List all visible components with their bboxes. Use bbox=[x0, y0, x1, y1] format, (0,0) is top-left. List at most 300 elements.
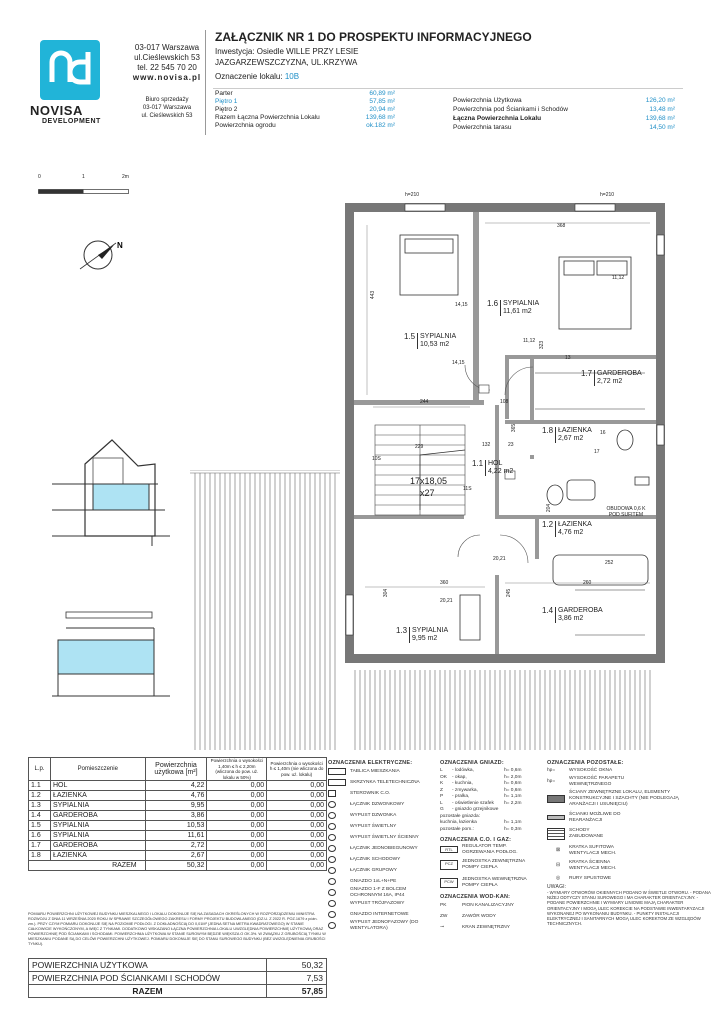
summary-label: POWIERZCHNIA POD ŚCIANKAMI I SCHODÓW bbox=[29, 972, 267, 985]
area-value: 139,68 m² bbox=[365, 114, 395, 121]
summary-value: 7,53 bbox=[267, 972, 327, 985]
legend-height: h= 0,3m bbox=[504, 826, 522, 832]
group-switch-icon bbox=[328, 867, 336, 874]
valve-icon: ZW bbox=[440, 913, 448, 919]
room-number: 1.6 bbox=[487, 299, 499, 308]
table-row bbox=[29, 841, 327, 851]
legend-item bbox=[328, 788, 433, 799]
summary-row bbox=[29, 972, 327, 985]
bell-icon bbox=[328, 812, 336, 819]
area-label: Piętro 1 bbox=[215, 98, 238, 105]
partition-swatch bbox=[547, 815, 565, 820]
cell-name: ŁAZIENKA bbox=[50, 791, 145, 801]
room-area: 9,95 m2 bbox=[412, 635, 438, 642]
area-label: Powierzchnia tarasu bbox=[453, 124, 512, 131]
legend-label: ŁĄCZNIK DZWONKOWY bbox=[350, 801, 405, 807]
rtl-icon: RTL bbox=[440, 846, 458, 853]
room-label bbox=[542, 426, 592, 443]
legend-height: h= 1,1m bbox=[504, 820, 522, 825]
cell-a3: 0,00 bbox=[267, 841, 327, 851]
area-row bbox=[215, 122, 395, 130]
header-rule bbox=[213, 88, 683, 89]
legend-code: OK bbox=[440, 774, 447, 780]
area-row bbox=[215, 114, 395, 122]
legend-item bbox=[547, 858, 717, 873]
socket-icon bbox=[328, 878, 336, 885]
legend-label: GNIAZDO 1xL+N+PE bbox=[350, 878, 397, 884]
scale-bar bbox=[38, 174, 138, 200]
legend-row bbox=[440, 827, 540, 834]
legend-code: Z bbox=[440, 787, 443, 793]
area-label: Łączna Powierzchnia Lokalu bbox=[453, 115, 542, 122]
dim-label: 229 bbox=[415, 444, 424, 450]
legend-label: WYPUST JEDNOFAZOWY (DO WENTYLATORA) bbox=[350, 919, 419, 931]
room-label bbox=[487, 299, 540, 316]
legend-item bbox=[547, 775, 717, 788]
cell-a3: 0,00 bbox=[267, 791, 327, 801]
legend-item bbox=[328, 876, 433, 887]
legend-code: K bbox=[440, 781, 444, 786]
legend-item bbox=[328, 909, 433, 920]
room-area: 4,76 m2 bbox=[558, 529, 584, 536]
room-label bbox=[472, 459, 514, 476]
wall bbox=[345, 203, 354, 663]
wall-light-icon bbox=[328, 834, 336, 841]
legend-label: KRAN ZEWNĘTRZNY bbox=[462, 924, 510, 930]
legend-item bbox=[328, 766, 433, 777]
cell-area: 2,67 bbox=[145, 851, 207, 861]
area-value: 60,89 m² bbox=[369, 90, 395, 97]
header-divider bbox=[205, 30, 206, 135]
stairs-count: x27 bbox=[420, 488, 435, 498]
network-socket-icon bbox=[328, 911, 336, 918]
address-line: ul.Cieślewskich 53 bbox=[134, 53, 200, 62]
legend-title: OZNACZENIA POZOSTAŁE: bbox=[547, 760, 624, 766]
window-height: h=210 bbox=[405, 192, 420, 198]
pcz-icon: PCZ bbox=[440, 860, 458, 870]
dim-label: 11,12 bbox=[523, 338, 536, 344]
dim-label: 23 bbox=[508, 442, 514, 448]
cell-a3: 0,00 bbox=[267, 801, 327, 811]
room-number: 1.5 bbox=[404, 332, 416, 341]
legend-item bbox=[328, 821, 433, 832]
compass-icon bbox=[72, 233, 132, 283]
cell-name: ŁAZIENKA bbox=[50, 851, 145, 861]
stairs-swatch bbox=[547, 828, 565, 840]
legend-code: L bbox=[440, 768, 443, 773]
total-a3: 0,00 bbox=[267, 861, 327, 871]
legend-code: G bbox=[440, 807, 444, 812]
sink-icon bbox=[567, 480, 595, 500]
legend-label: WYPUST TRÓJFAZOWY bbox=[350, 900, 405, 906]
toilet-icon bbox=[617, 430, 633, 450]
rooms-table bbox=[28, 757, 327, 871]
legend-item bbox=[547, 843, 717, 858]
legend-item bbox=[328, 865, 433, 876]
cell-area: 10,53 bbox=[145, 821, 207, 831]
legend-item bbox=[440, 922, 540, 933]
stairs-label: 17x18,05 bbox=[410, 476, 448, 486]
room-area: 2,72 m2 bbox=[597, 378, 623, 385]
cell-a2: 0,00 bbox=[207, 811, 267, 821]
panel-icon bbox=[328, 768, 346, 775]
room-area: 4,22 m2 bbox=[488, 468, 514, 475]
room-name: ŁAZIENKA bbox=[558, 521, 592, 528]
legend-label: TABLICA MIESZKANIA bbox=[350, 768, 400, 774]
legend-label: - zmywarka, bbox=[452, 787, 478, 793]
cell-area: 4,22 bbox=[145, 781, 207, 791]
legend-label: pozostałe gniazda: bbox=[440, 813, 481, 819]
fan-outlet-icon bbox=[328, 922, 336, 929]
dim-label: 245 bbox=[506, 588, 513, 598]
dim-label: 244 bbox=[420, 399, 429, 405]
legend-label: WYPUST ŚWIETLNY bbox=[350, 823, 397, 829]
dim-label: 204 bbox=[546, 503, 553, 513]
cell-name: GARDEROBA bbox=[50, 841, 145, 851]
area-value: 20,94 m² bbox=[369, 106, 395, 113]
legend-label: - pralka, bbox=[452, 794, 470, 799]
room-name: SYPIALNIA bbox=[420, 333, 457, 340]
summary-table bbox=[28, 958, 327, 998]
legend-label: - okap, bbox=[452, 774, 467, 780]
table-total-row bbox=[29, 861, 327, 871]
area-value: ok.182 m² bbox=[366, 122, 395, 129]
room-area: 11,61 m2 bbox=[503, 308, 532, 315]
logo-mark-icon bbox=[40, 40, 100, 100]
legend-label: SKRZYNKA TELETECHNICZNA bbox=[350, 779, 420, 785]
summary-row bbox=[29, 959, 327, 972]
legend-label: ŁĄCZNIK JEDNOBIEGUNOWY bbox=[350, 845, 418, 851]
toilet-icon bbox=[547, 485, 563, 505]
controller-icon bbox=[328, 790, 336, 797]
legend-label: STEROWNIK C.O. bbox=[350, 790, 391, 796]
notes-text: - WYMIARY OTWORÓW OKIENNYCH PODANO W ŚWIETLE OTWORU. - PODANA NIŻEJ ODTYCZY STANU SUROWEGO I MA CHARAKTER ORIENTACYJNY. - PODANE POWIERZCHNIE I WYMIARY LINIOWE MAJĄ CHARAKTER ORIENTACYJNY I MOGĄ ULEC KOREKCIE NA PODSTAWIE INWENTARYZACJI WYKONANEJ PO WYKONANIU BUDYNKU. - PUNKTY INSTALACJI ELEKTRYCZNEJ I SANITARNYCH MOGĄ ULEC KOREKTOM ZE WZGLĘDÓW TECHNICZNYCH. bbox=[547, 890, 711, 927]
legend-label: WYPUST DZWONKA bbox=[350, 812, 397, 818]
legend-item bbox=[328, 843, 433, 854]
legend-item bbox=[440, 843, 540, 856]
room-number: 1.8 bbox=[542, 426, 554, 435]
novisa-logo bbox=[40, 40, 100, 100]
area-label: Powierzchnia Użytkowa bbox=[453, 97, 522, 104]
legend-label: WYPUST ŚWIETLNY ŚCIENNY bbox=[350, 834, 419, 840]
area-row bbox=[453, 114, 675, 123]
legend-label: ŚCIANY ZEWNĘTRZNE LOKALU, ELEMENTY KONSTRUKCYJNE I SZACHTY (NIE PODLEGAJĄ ARANŻACJI I USUNIĘCIU) bbox=[569, 790, 679, 807]
legend-item bbox=[547, 873, 717, 884]
office-line: 03-017 Warszawa bbox=[142, 105, 192, 111]
legend-label: SCHODY ZABUDOWANE bbox=[569, 828, 604, 839]
notes-title: UWAGI: bbox=[547, 884, 567, 890]
total-label: RAZEM bbox=[29, 861, 146, 871]
legend-code: L bbox=[440, 800, 443, 806]
dim-label: 13 bbox=[565, 355, 571, 361]
socket-ip44-icon bbox=[328, 889, 336, 896]
dim-label: 14,15 bbox=[455, 302, 468, 308]
unit-label: Oznaczenie lokalu: bbox=[215, 72, 283, 81]
legend-item bbox=[440, 911, 540, 922]
area-label: Parter bbox=[215, 90, 233, 97]
exhaust-note: OBUDOWA 0,6 K POD SUFITEM bbox=[606, 506, 646, 518]
room-area: 3,86 m2 bbox=[558, 615, 584, 622]
room-label bbox=[404, 332, 457, 349]
legend-item bbox=[440, 874, 540, 892]
legend-item bbox=[328, 887, 433, 898]
legend-height: h= 2,2m bbox=[504, 800, 522, 806]
room-number: 1.1 bbox=[472, 459, 484, 468]
legend-label: WYSOKOŚĆ PARAPETU WEWNĘTRZNEGO bbox=[569, 775, 625, 787]
cell-name: GARDEROBA bbox=[50, 811, 145, 821]
cell-lp: 1.8 bbox=[29, 851, 51, 861]
legend-item bbox=[328, 898, 433, 909]
cell-a3: 0,00 bbox=[267, 781, 327, 791]
legend-height: h= 2,0m bbox=[504, 774, 522, 780]
table-row bbox=[29, 781, 327, 791]
room-label bbox=[581, 369, 642, 386]
summary-value: 50,32 bbox=[267, 959, 327, 972]
legend-item bbox=[547, 788, 717, 810]
total-area: 50,32 bbox=[145, 861, 207, 871]
area-label: Piętro 2 bbox=[215, 106, 238, 113]
area-label: Powierzchnia ogrodu bbox=[215, 122, 276, 129]
legend-item bbox=[547, 825, 717, 843]
single-switch-icon bbox=[328, 845, 336, 852]
area-label: Razem Łączna Powierzchnia Lokalu bbox=[215, 114, 320, 121]
legend-item bbox=[328, 832, 433, 843]
bathtub-icon bbox=[553, 555, 648, 585]
cell-a3: 0,00 bbox=[267, 851, 327, 861]
room-name: SYPIALNIA bbox=[412, 627, 449, 634]
legend-label: - kuchnia, bbox=[452, 781, 473, 786]
wall bbox=[345, 654, 665, 663]
cell-name: HOL bbox=[50, 781, 145, 791]
legend-label: RURY SPUSTOWE bbox=[569, 875, 612, 881]
phone: tel. 22 545 70 20 bbox=[137, 63, 197, 72]
legend-label: ŁĄCZNIK SCHODOWY bbox=[350, 856, 401, 862]
legend-height: h= 0,6m bbox=[504, 768, 522, 773]
window-height: h=210 bbox=[600, 192, 615, 198]
cell-a2: 0,00 bbox=[207, 801, 267, 811]
area-row bbox=[215, 106, 395, 114]
bell-button-icon bbox=[328, 801, 336, 808]
area-row bbox=[453, 123, 675, 132]
dim-label: 132 bbox=[482, 442, 491, 448]
section-diagram-top bbox=[40, 436, 180, 556]
cell-lp: 1.6 bbox=[29, 831, 51, 841]
cell-a2: 0,00 bbox=[207, 831, 267, 841]
col-lp: L.p. bbox=[29, 758, 51, 781]
room-number: 1.4 bbox=[542, 606, 554, 615]
area-value: 14,50 m² bbox=[649, 124, 675, 131]
room-name: ŁAZIENKA bbox=[558, 427, 592, 434]
legend-code: PK bbox=[440, 902, 447, 908]
table-row bbox=[29, 811, 327, 821]
area-value: 57,85 m² bbox=[369, 98, 395, 105]
cell-lp: 1.5 bbox=[29, 821, 51, 831]
office-line: Biuro sprzedaży bbox=[145, 97, 189, 103]
summary-value: 57,85 bbox=[267, 985, 327, 998]
col-name: Pomieszczenie bbox=[50, 758, 145, 781]
scale-tick: 2m bbox=[122, 174, 129, 180]
scale-tick: 0 bbox=[38, 174, 41, 180]
terrace-hatch bbox=[350, 670, 660, 750]
area-label: Powierzchnia pod Ściankami i Schodów bbox=[453, 106, 568, 113]
section-diagram-bottom bbox=[40, 600, 180, 710]
cell-area: 11,61 bbox=[145, 831, 207, 841]
legend-item bbox=[328, 810, 433, 821]
summary-label: POWIERZCHNIA UŻYTKOWA bbox=[29, 959, 267, 972]
teletech-box-icon bbox=[328, 779, 346, 786]
dim-label: 16 bbox=[600, 430, 606, 436]
legend-label: ZAWÓR WODY bbox=[462, 913, 496, 919]
legend-item bbox=[547, 766, 717, 775]
area-row bbox=[453, 96, 675, 105]
legend-label: JEDNOSTKA WEWNĘTRZNA POMPY CIEPŁA bbox=[462, 877, 527, 888]
cell-a2: 0,00 bbox=[207, 841, 267, 851]
room-name: SYPIALNIA bbox=[503, 300, 540, 307]
cell-area: 9,95 bbox=[145, 801, 207, 811]
legend-label: ŁĄCZNIK GRUPOWY bbox=[350, 867, 397, 873]
area-value: 13,48 m² bbox=[649, 106, 675, 113]
cell-a2: 0,00 bbox=[207, 821, 267, 831]
pcw-icon: PCW bbox=[440, 878, 458, 888]
cell-a2: 0,00 bbox=[207, 781, 267, 791]
area-value: 139,68 m² bbox=[645, 115, 675, 122]
summary-row bbox=[29, 985, 327, 998]
brand-name: NOVISA bbox=[30, 103, 83, 118]
room-name: HOL bbox=[488, 460, 503, 467]
cell-name: SYPIALNIA bbox=[50, 821, 145, 831]
room-area: 2,67 m2 bbox=[558, 435, 584, 442]
dim-label: 260 bbox=[583, 580, 592, 586]
floor-plan bbox=[345, 195, 675, 670]
legend-title: OZNACZENIA WOD-KAN: bbox=[440, 894, 511, 900]
legend-label: GNIAZDO INTERNETOWE bbox=[350, 911, 409, 917]
legend-item bbox=[440, 856, 540, 874]
dim-label: 10S bbox=[372, 456, 381, 462]
col-area: Powierzchnia użytkowa [m²] bbox=[145, 758, 207, 781]
ceiling-vent-icon: ⊠ bbox=[555, 847, 561, 853]
room-area: 10,53 m2 bbox=[420, 341, 450, 348]
dim-label: 108 bbox=[500, 399, 509, 405]
total-a2: 0,00 bbox=[207, 861, 267, 871]
area-row bbox=[215, 98, 395, 106]
dim-label: 304 bbox=[383, 588, 390, 598]
room-number: 1.3 bbox=[396, 626, 408, 635]
cell-a3: 0,00 bbox=[267, 831, 327, 841]
room-label bbox=[542, 606, 603, 623]
legend-label: - oświetlenie szafek bbox=[452, 800, 494, 806]
legend-sockets bbox=[440, 760, 540, 933]
dim-label: 252 bbox=[605, 560, 614, 566]
table-header bbox=[29, 758, 327, 781]
dim-label: 323 bbox=[539, 340, 546, 350]
legend-other bbox=[547, 760, 717, 926]
investment-location: JAZGARZEWSZCZYZNA, UL.KRZYWA bbox=[215, 58, 358, 67]
brand-sub: DEVELOPMENT bbox=[42, 118, 101, 125]
investment-name: Inwestycja: Osiedle WILLE PRZY LESIE bbox=[215, 47, 359, 56]
areas-left bbox=[215, 90, 395, 130]
pk-box bbox=[635, 477, 649, 485]
cell-name: SYPIALNIA bbox=[50, 801, 145, 811]
garden-hatch bbox=[190, 470, 340, 750]
cell-lp: 1.7 bbox=[29, 841, 51, 851]
dim-label: 20,21 bbox=[440, 598, 453, 604]
table-row bbox=[29, 831, 327, 841]
cell-area: 4,76 bbox=[145, 791, 207, 801]
legend-item bbox=[328, 920, 433, 931]
legend-title: OZNACZENIA ELEKTRYCZNE: bbox=[328, 760, 413, 766]
legend-label: kuchnia, łazienka bbox=[440, 820, 477, 825]
legend-label: pozostałe pom.: bbox=[440, 826, 474, 832]
table-row bbox=[29, 801, 327, 811]
cell-a2: 0,00 bbox=[207, 791, 267, 801]
cell-lp: 1.2 bbox=[29, 791, 51, 801]
light-outlet-icon bbox=[328, 823, 336, 830]
cell-a2: 0,00 bbox=[207, 851, 267, 861]
compass-north: N bbox=[117, 241, 123, 250]
wall bbox=[345, 203, 665, 212]
area-row bbox=[215, 90, 395, 98]
legend-label: KRATKA ŚCIENNA WENTYLACJI MECH. bbox=[569, 859, 617, 871]
ext-wall-swatch bbox=[547, 795, 565, 803]
legend-label: KRATKA SUFITOWA WENTYLACJI MECH. bbox=[569, 844, 617, 856]
legend-item bbox=[328, 854, 433, 865]
wall-vent-icon: ⊟ bbox=[555, 862, 561, 868]
cell-name: SYPIALNIA bbox=[50, 831, 145, 841]
legend-label: WYSOKOŚĆ OKNA bbox=[569, 767, 613, 773]
measurement-note: POMIARU POWIERZCHNI UŻYTKOWEJ BUDYNKU MIESZKALNEGO I LOKALU DOKONUJE SIĘ NA ZASADACH OKREŚLONYCH W ROZPORZĄDZENIU MINISTRA ROZWOJU Z DNIA 11 WRZEŚNIA 2020 ROKU W SPRAWIE SZCZEGÓŁOWEGO ZAKRESU I FORMY PROJEKTU BUDOWLANEGO (DZ.U. Z 2022 R. POZ.1679 z późn. zm.). PRZY CZYM POMIARU DOKONUJE SIĘ NA POZIOMIE PODŁOGI. Z DOKŁADNOŚCIĄ DO 0,01M² (JEDNA SETNA METRA KWADRATOWEGO) W STANIE CAŁKOWICIE WYKOŃCZONYM, A WIĘC Z TYNKAMI. DODATKOWO WSKAZANO ŁĄCZNA POWIERZCHNIA LOKALU UWZGLĘDNIA POWIERZCHNIĘ UŻYTKOWĄ ORAZ POWIERZCHNIĘ POD ŚCIANKAMI I SCHODAMI. POWIERZCHNIA UŻYTKOWA W STANIE SUROWYM BĘDZIE WIĘKSZA O OK.3%. W ZWIĄZKU Z GRUBOŚCIĄ TYNKU W MIESZKANIU PODANE SĄ DO CELÓW POWIERZCHNI UŻYTKOWEJ. POMIARU DOKONUJE SIĘ DO STANU SUROWEGO BUDYNKU (BEZ UWZGLĘDNIENIA GRUBOŚCI TYNKU). bbox=[28, 912, 326, 946]
col-w1: Powierzchnia o wysokości 1,40m ≤ h ≤ 2,20m (wliczona do pow. uż. lokalu w 50%) bbox=[207, 758, 267, 781]
col-w2: Powierzchnia o wysokości h ≤ 1,40m (nie wliczona do pow. uż. lokalu) bbox=[267, 758, 327, 781]
area-row bbox=[453, 105, 675, 114]
scale-tick: 1 bbox=[82, 174, 85, 180]
room-name: GARDEROBA bbox=[597, 370, 642, 377]
unit-id bbox=[215, 72, 299, 81]
dim-label: 11,12 bbox=[612, 275, 625, 281]
legend-item bbox=[328, 777, 433, 788]
legend-label: REGULATOR TEMP. OGRZEWANIA PODŁOG. bbox=[462, 843, 518, 855]
room-number: 1.7 bbox=[581, 369, 593, 378]
dim-label: 365 bbox=[511, 423, 518, 433]
table-row bbox=[29, 791, 327, 801]
legend-label: ŚCIANKI MOŻLIWE DO REARANŻACJI bbox=[569, 811, 621, 823]
legend-label: GNIAZDO 1-F Z BOLCEM OCHRONNYM 16A, IP44 bbox=[350, 886, 407, 898]
legend-item bbox=[328, 799, 433, 810]
cell-lp: 1.4 bbox=[29, 811, 51, 821]
dim-label: 368 bbox=[557, 223, 566, 229]
legend-code: P bbox=[440, 794, 444, 799]
legend-code: hp= bbox=[547, 778, 556, 784]
room-label bbox=[542, 520, 592, 537]
website-link[interactable]: www.novisa.pl bbox=[132, 73, 202, 82]
room-name: GARDEROBA bbox=[558, 607, 603, 614]
cell-lp: 1.3 bbox=[29, 801, 51, 811]
legend-height: h= 1,1m bbox=[504, 794, 522, 799]
dim-label: 360 bbox=[440, 580, 449, 586]
areas-right bbox=[453, 96, 675, 132]
room-number: 1.2 bbox=[542, 520, 554, 529]
legend-height: h= 0,6m bbox=[504, 787, 522, 793]
cell-area: 2,72 bbox=[145, 841, 207, 851]
legend-label: JEDNOSTKA ZEWNĘTRZNA POMPY CIEPŁA bbox=[462, 859, 525, 870]
legend-item bbox=[440, 900, 540, 911]
downpipe-icon: ◎ bbox=[555, 875, 561, 881]
room-label bbox=[396, 626, 449, 643]
address-line: 03-017 Warszawa bbox=[134, 43, 200, 52]
office-line: ul. Cieślewskich 53 bbox=[141, 113, 193, 119]
document-title: ZAŁĄCZNIK NR 1 DO PROSPEKTU INFORMACYJNEGO bbox=[215, 30, 532, 44]
dim-label: 14,15 bbox=[452, 360, 465, 366]
legend-label: - gniazdo grzejnikowe bbox=[452, 807, 499, 812]
